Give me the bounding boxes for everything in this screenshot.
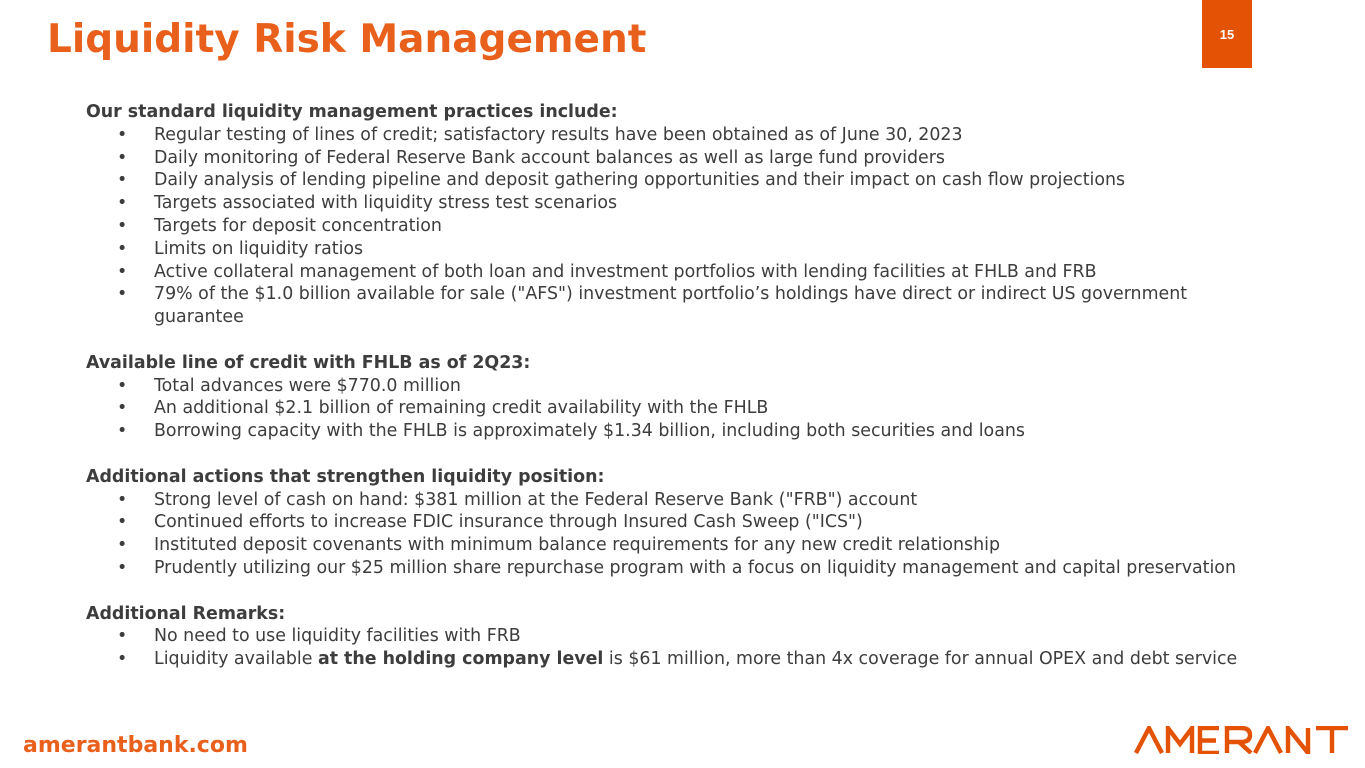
list-item	[86, 147, 1246, 170]
bullet-icon: •	[117, 261, 128, 282]
list-item	[86, 375, 1246, 398]
list-item	[86, 625, 1246, 648]
list-item-text: Targets associated with liquidity stress test scenarios	[154, 193, 618, 214]
bullet-icon: •	[117, 512, 128, 533]
list-item	[86, 511, 1246, 534]
list-item-text: Strong level of cash on hand: $381 million at the Federal Reserve Bank ("FRB") account	[154, 489, 918, 510]
list-item-text-emphasis: at the holding company level	[317, 649, 604, 670]
list-item-text: Daily analysis of lending pipeline and deposit gathering opportunities and their impact on cash flow projections	[154, 170, 1126, 191]
section-heading: Additional Remarks:	[86, 603, 286, 624]
list-item-text: Instituted deposit covenants with minimum balance requirements for any new credit relationship	[154, 535, 1000, 556]
list-item	[86, 169, 1246, 192]
list-item	[86, 261, 1246, 284]
bullet-list	[86, 375, 1246, 443]
bullet-icon: •	[117, 124, 128, 145]
list-item	[86, 557, 1246, 580]
section-heading: Our standard liquidity management practices include:	[86, 102, 618, 122]
bullet-list	[86, 124, 1246, 329]
bullet-icon: •	[117, 170, 128, 191]
list-item-text: Active collateral management of both loan and investment portfolios with lending facilities at FHLB and FRB	[154, 261, 1097, 282]
list-item	[86, 534, 1246, 557]
list-item-text: An additional $2.1 billion of remaining credit availability with the FHLB	[154, 398, 769, 419]
section-heading: Additional actions that strengthen liquidity position:	[86, 466, 605, 487]
list-item-text: Targets for deposit concentration	[154, 215, 442, 236]
page-number-badge: 15	[1202, 0, 1252, 68]
list-item	[86, 397, 1246, 420]
bullet-icon: •	[117, 535, 128, 556]
bullet-icon: •	[117, 421, 128, 442]
list-item	[86, 215, 1246, 238]
footer-url: amerantbank.com	[23, 733, 248, 758]
list-item-text: 79% of the $1.0 billion available for sale ("AFS") investment portfolio’s holdings have direct or indirect US government guarantee	[154, 284, 1188, 328]
list-item-text: Total advances were $770.0 million	[154, 375, 461, 396]
bullet-icon: •	[117, 626, 128, 647]
list-item-text-end: is $61 million, more than 4x coverage for annual OPEX and debt service	[603, 649, 1238, 670]
amerant-logo	[1134, 726, 1350, 754]
slide-content	[86, 101, 1246, 671]
list-item	[86, 420, 1246, 443]
section-heading: Available line of credit with FHLB as of 2Q23:	[86, 352, 531, 373]
slide-title: Liquidity Risk Management	[47, 17, 647, 62]
list-item-text-start: Liquidity available	[154, 649, 318, 670]
bullet-icon: •	[117, 557, 128, 578]
list-item	[86, 283, 1246, 329]
bullet-icon: •	[117, 193, 128, 214]
list-item	[86, 192, 1246, 215]
bullet-icon: •	[117, 489, 128, 510]
bullet-list	[86, 625, 1246, 671]
bullet-icon: •	[117, 649, 128, 670]
bullet-icon: •	[117, 147, 128, 168]
list-item	[86, 238, 1246, 261]
list-item-text: Prudently utilizing our $25 million share repurchase program with a focus on liquidity management and capital preservation	[154, 557, 1236, 578]
bullet-icon: •	[117, 215, 128, 236]
bullet-icon: •	[117, 284, 128, 305]
list-item	[86, 124, 1246, 147]
list-item-text: Borrowing capacity with the FHLB is approximately $1.34 billion, including both securities and loans	[154, 421, 1025, 442]
bullet-icon: •	[117, 375, 128, 396]
list-item-text: Continued efforts to increase FDIC insurance through Insured Cash Sweep ("ICS")	[154, 512, 863, 533]
bullet-icon: •	[117, 398, 128, 419]
list-item	[86, 489, 1246, 512]
list-item-text: Daily monitoring of Federal Reserve Bank account balances as well as large fund providers	[154, 147, 945, 168]
bullet-list	[86, 489, 1246, 580]
list-item-text: No need to use liquidity facilities with FRB	[154, 626, 521, 647]
bullet-icon: •	[117, 238, 128, 259]
list-item-text: Limits on liquidity ratios	[154, 238, 364, 259]
list-item-text: Regular testing of lines of credit; satisfactory results have been obtained as of June 30, 2023	[154, 124, 963, 145]
list-item	[86, 648, 1246, 671]
